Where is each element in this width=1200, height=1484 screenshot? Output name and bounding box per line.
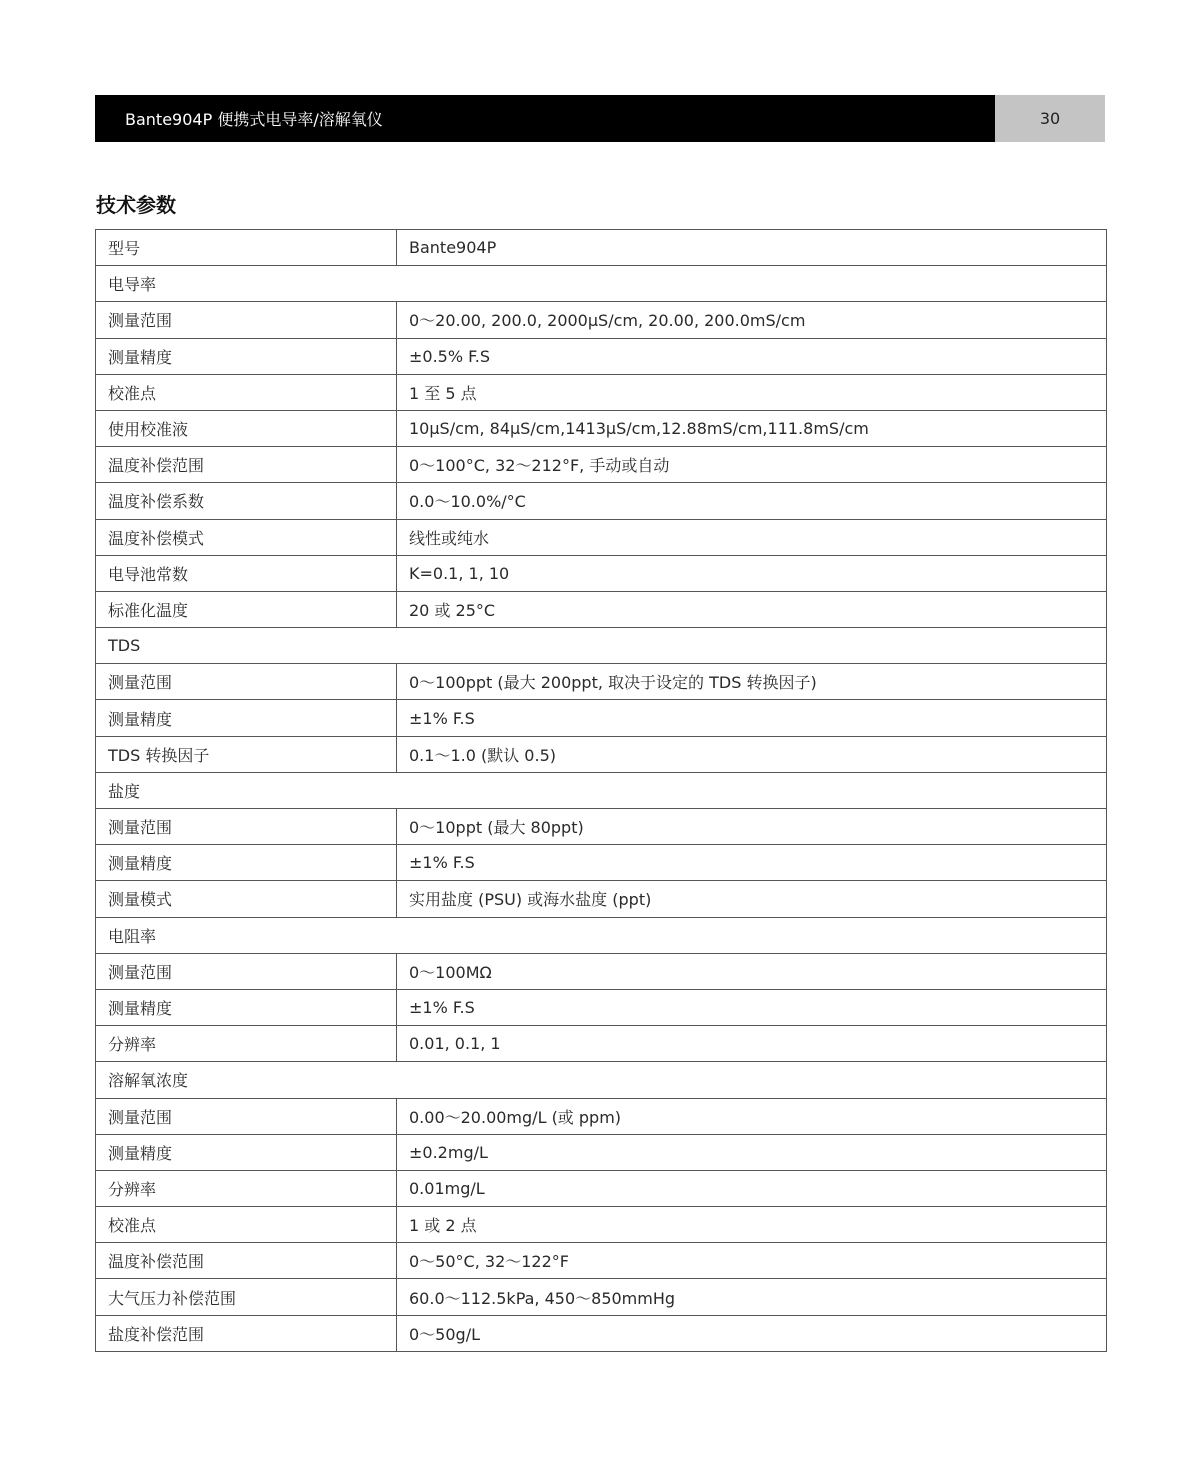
spec-value: 1 或 2 点 (397, 1207, 1107, 1243)
spec-label: 温度补偿范围 (96, 1243, 397, 1279)
spec-row (96, 736, 1107, 772)
spec-row (96, 410, 1107, 446)
spec-row (96, 953, 1107, 989)
spec-label: 型号 (96, 230, 397, 266)
spec-section-label: 盐度 (96, 772, 1107, 808)
spec-label: 测量精度 (96, 845, 397, 881)
spec-value: 10μS/cm, 84μS/cm,1413μS/cm,12.88mS/cm,111.8mS/cm (397, 410, 1107, 446)
spec-section-label: 电导率 (96, 266, 1107, 302)
spec-value: 0～50g/L (397, 1315, 1107, 1351)
spec-label: 分辨率 (96, 1026, 397, 1062)
page-number: 30 (995, 95, 1105, 142)
spec-value: 0～100°C, 32～212°F, 手动或自动 (397, 447, 1107, 483)
spec-table (95, 229, 1107, 1352)
spec-row (96, 591, 1107, 627)
spec-label: 测量范围 (96, 953, 397, 989)
spec-label: 测量模式 (96, 881, 397, 917)
spec-label: 大气压力补偿范围 (96, 1279, 397, 1315)
spec-label: 测量范围 (96, 1098, 397, 1134)
spec-row (96, 809, 1107, 845)
spec-label: 分辨率 (96, 1170, 397, 1206)
spec-section-row (96, 266, 1107, 302)
spec-section-label: 电阻率 (96, 917, 1107, 953)
spec-row (96, 700, 1107, 736)
spec-value: 0～100MΩ (397, 953, 1107, 989)
spec-row (96, 1315, 1107, 1351)
spec-row (96, 230, 1107, 266)
spec-label: 电导池常数 (96, 555, 397, 591)
spec-section-row (96, 917, 1107, 953)
spec-value: ±1% F.S (397, 700, 1107, 736)
spec-label: 校准点 (96, 1207, 397, 1243)
spec-label: 使用校准液 (96, 410, 397, 446)
spec-table-body (96, 230, 1107, 1352)
section-title: 技术参数 (96, 193, 176, 217)
spec-label: 盐度补偿范围 (96, 1315, 397, 1351)
spec-section-row (96, 628, 1107, 664)
spec-value: 线性或纯水 (397, 519, 1107, 555)
spec-row (96, 1170, 1107, 1206)
spec-label: 标准化温度 (96, 591, 397, 627)
spec-row (96, 447, 1107, 483)
spec-label: 温度补偿系数 (96, 483, 397, 519)
spec-value: 0.00～20.00mg/L (或 ppm) (397, 1098, 1107, 1134)
spec-value: ±0.2mg/L (397, 1134, 1107, 1170)
document-title: Bante904P 便携式电导率/溶解氧仪 (95, 95, 995, 142)
spec-row (96, 1098, 1107, 1134)
spec-label: 校准点 (96, 374, 397, 410)
spec-value: 0～100ppt (最大 200ppt, 取决于设定的 TDS 转换因子) (397, 664, 1107, 700)
spec-row (96, 1207, 1107, 1243)
spec-row (96, 302, 1107, 338)
spec-label: 测量范围 (96, 809, 397, 845)
spec-row (96, 989, 1107, 1025)
spec-row (96, 1243, 1107, 1279)
spec-row (96, 519, 1107, 555)
spec-value: 实用盐度 (PSU) 或海水盐度 (ppt) (397, 881, 1107, 917)
spec-section-row (96, 1062, 1107, 1098)
spec-value: 60.0～112.5kPa, 450～850mmHg (397, 1279, 1107, 1315)
spec-value: 0.1～1.0 (默认 0.5) (397, 736, 1107, 772)
spec-value: K=0.1, 1, 10 (397, 555, 1107, 591)
spec-label: 温度补偿范围 (96, 447, 397, 483)
spec-label: 测量精度 (96, 700, 397, 736)
spec-row (96, 1279, 1107, 1315)
spec-row (96, 483, 1107, 519)
spec-row (96, 555, 1107, 591)
spec-value: Bante904P (397, 230, 1107, 266)
spec-value: ±1% F.S (397, 845, 1107, 881)
spec-row (96, 374, 1107, 410)
spec-label: 测量精度 (96, 338, 397, 374)
spec-value: ±0.5% F.S (397, 338, 1107, 374)
spec-value: 0～50°C, 32～122°F (397, 1243, 1107, 1279)
spec-label: 测量精度 (96, 1134, 397, 1170)
spec-section-label: TDS (96, 628, 1107, 664)
spec-row (96, 338, 1107, 374)
spec-row (96, 881, 1107, 917)
spec-label: 测量范围 (96, 664, 397, 700)
spec-value: 0.01mg/L (397, 1170, 1107, 1206)
spec-value: 0.01, 0.1, 1 (397, 1026, 1107, 1062)
spec-value: ±1% F.S (397, 989, 1107, 1025)
spec-label: 温度补偿模式 (96, 519, 397, 555)
spec-row (96, 664, 1107, 700)
spec-value: 20 或 25°C (397, 591, 1107, 627)
spec-section-row (96, 772, 1107, 808)
spec-value: 0～10ppt (最大 80ppt) (397, 809, 1107, 845)
spec-value: 0～20.00, 200.0, 2000μS/cm, 20.00, 200.0mS/cm (397, 302, 1107, 338)
spec-value: 1 至 5 点 (397, 374, 1107, 410)
spec-label: 测量精度 (96, 989, 397, 1025)
spec-row (96, 1134, 1107, 1170)
spec-row (96, 1026, 1107, 1062)
page-header (95, 95, 1105, 142)
spec-label: TDS 转换因子 (96, 736, 397, 772)
spec-row (96, 845, 1107, 881)
spec-section-label: 溶解氧浓度 (96, 1062, 1107, 1098)
spec-value: 0.0～10.0%/°C (397, 483, 1107, 519)
spec-label: 测量范围 (96, 302, 397, 338)
